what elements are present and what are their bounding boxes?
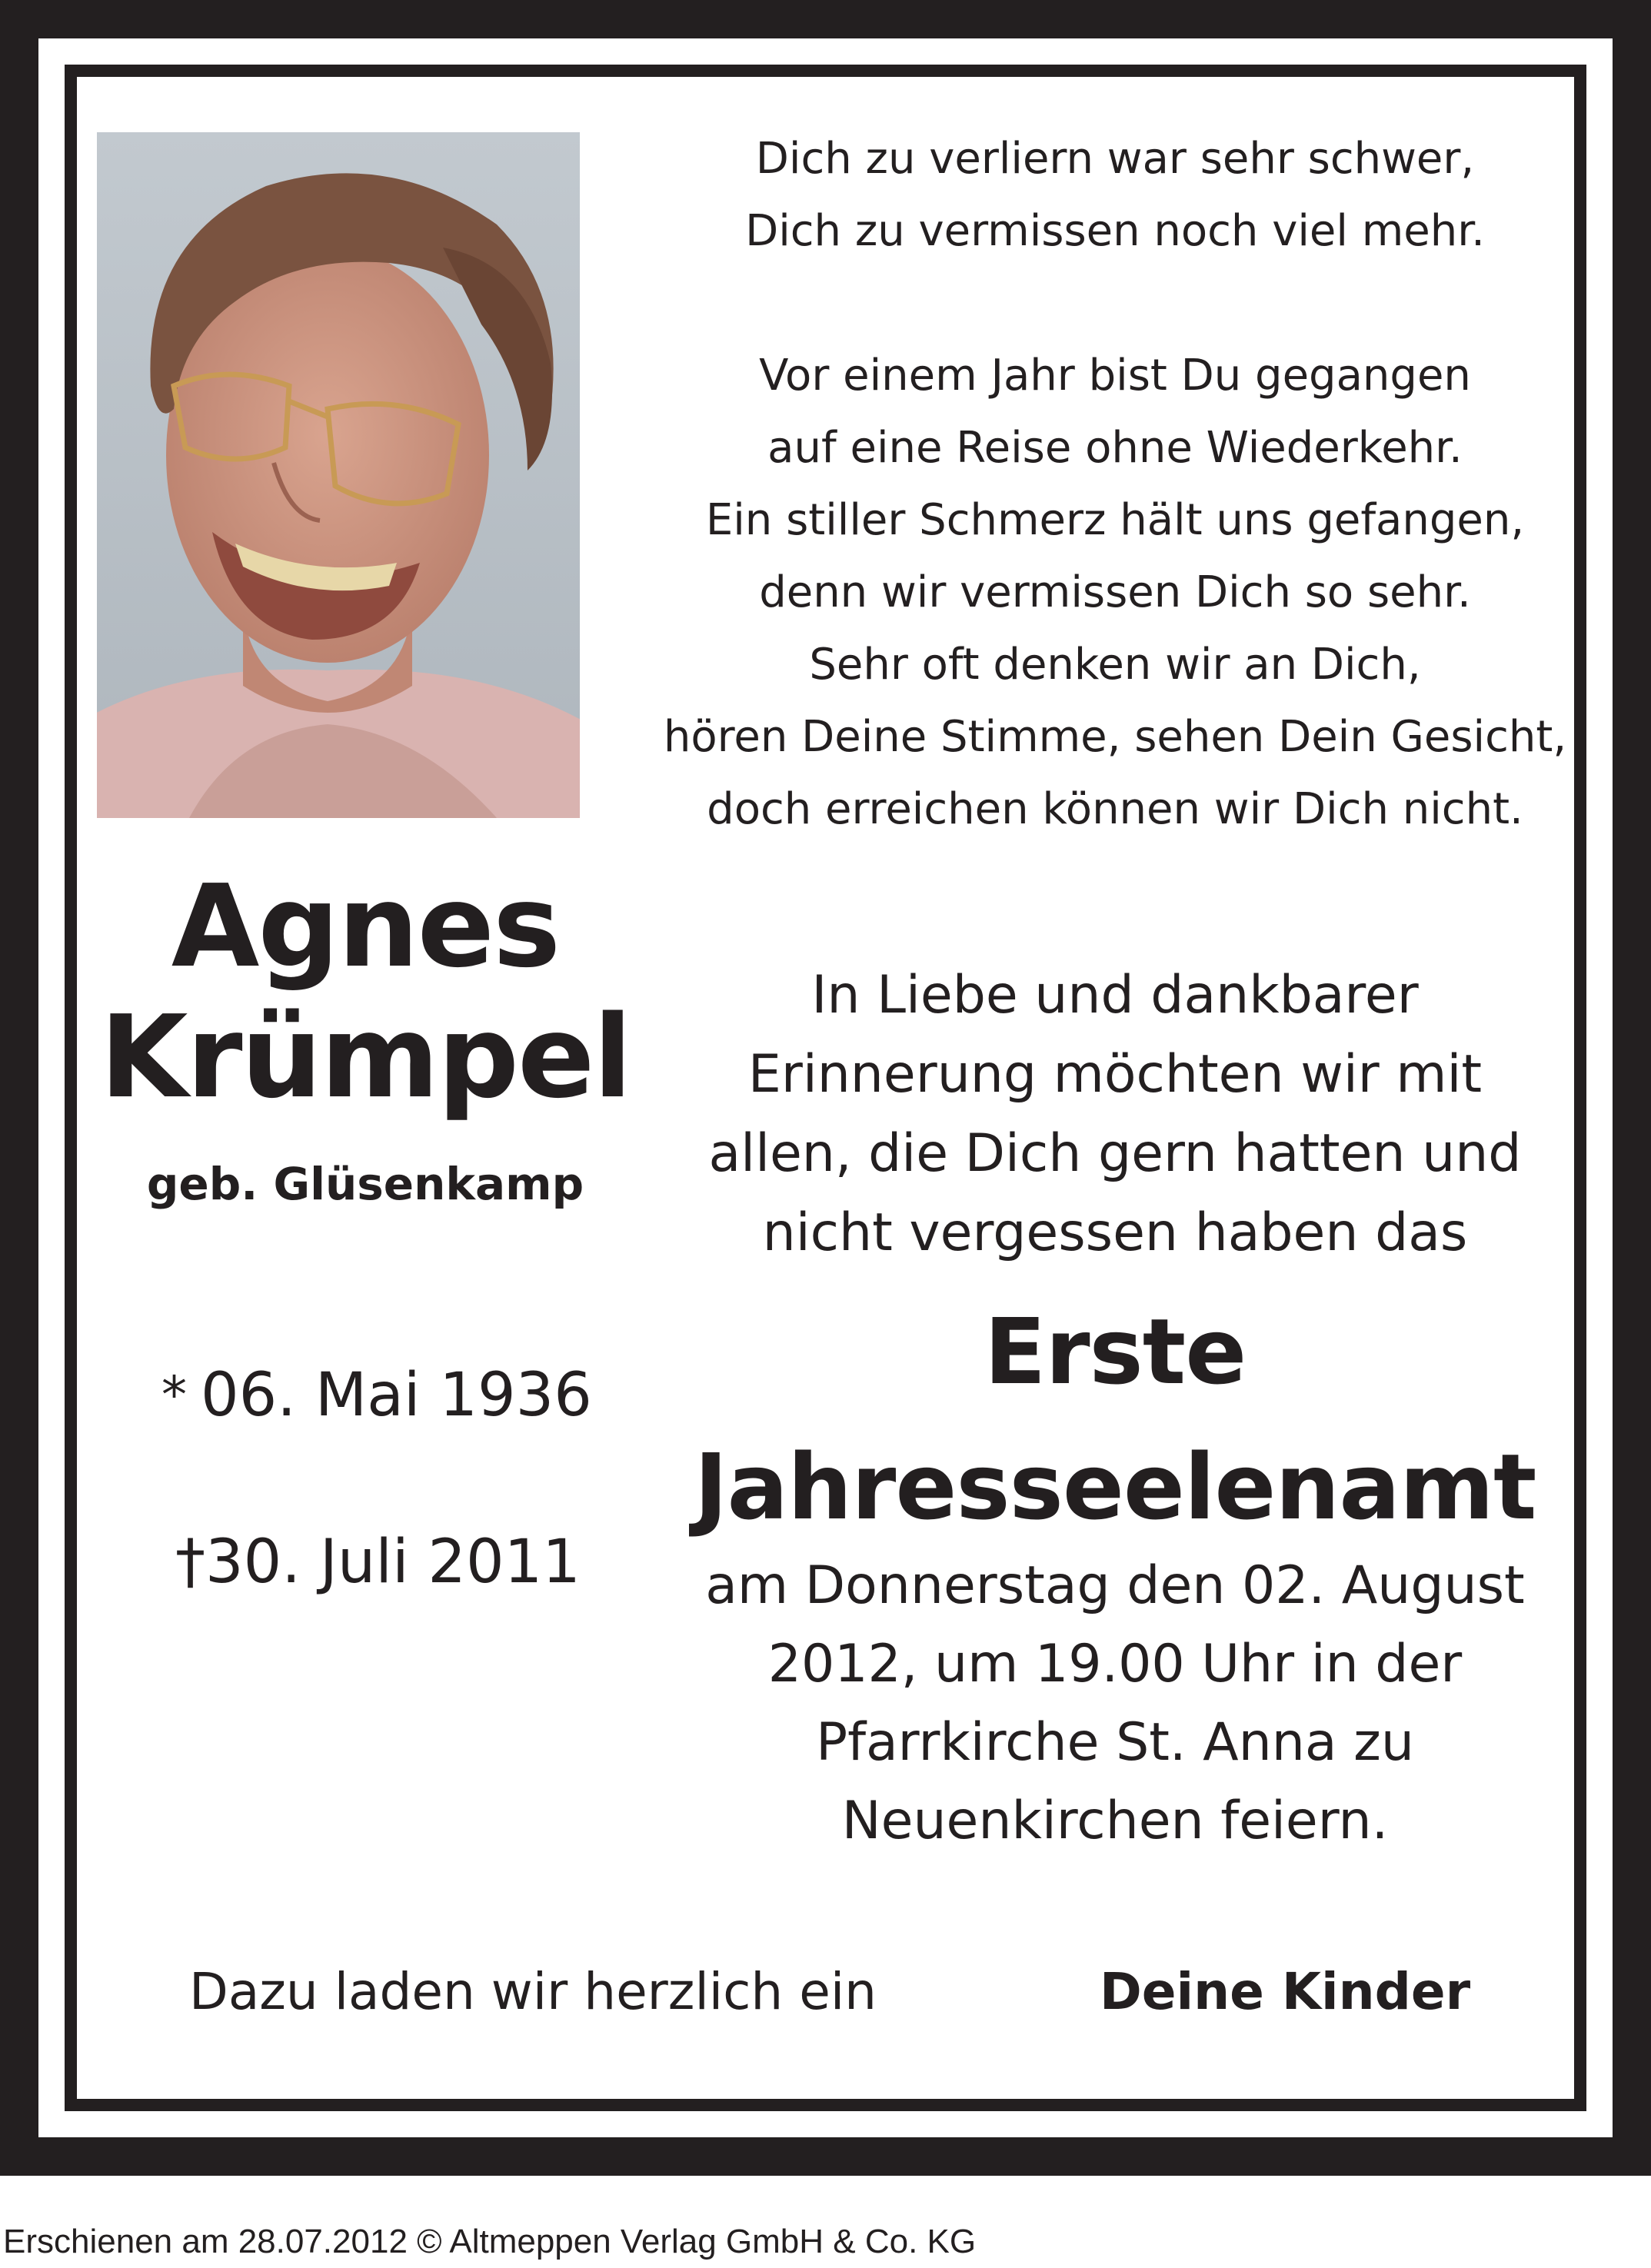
event-details xyxy=(654,1547,1576,1861)
event-title-line: Erste xyxy=(984,1299,1247,1405)
invitation-intro xyxy=(654,956,1576,1272)
poem-line: denn wir vermissen Dich so sehr. xyxy=(759,567,1471,617)
details-line: Pfarrkirche St. Anna zu xyxy=(816,1712,1414,1773)
details-line: am Donnerstag den 02. August xyxy=(705,1555,1525,1616)
intro-line: In Liebe und dankbarer xyxy=(811,965,1419,1026)
first-name: Agnes xyxy=(171,860,560,993)
deceased-name xyxy=(62,861,669,1122)
poem-line: Vor einem Jahr bist Du gegangen xyxy=(759,351,1471,401)
death-date: †30. Juli 2011 xyxy=(175,1528,581,1597)
intro-line: nicht vergessen haben das xyxy=(762,1202,1468,1263)
details-line: Neuenkirchen feiern. xyxy=(841,1791,1389,1851)
last-name: Krümpel xyxy=(99,991,631,1123)
birth-name: geb. Glüsenkamp xyxy=(146,1158,584,1210)
intro-line: allen, die Dich gern hatten und xyxy=(708,1123,1522,1184)
birth-star-icon: * xyxy=(161,1365,187,1425)
birth-date-line xyxy=(161,1357,592,1434)
portrait-photo xyxy=(97,132,580,818)
details-line: 2012, um 19.00 Uhr in der xyxy=(767,1634,1463,1694)
poem-line: doch erreichen können wir Dich nicht. xyxy=(707,784,1523,834)
poem-line: Ein stiller Schmerz hält uns gefangen, xyxy=(705,495,1525,545)
event-title-line: Jahresseelenamt xyxy=(694,1434,1536,1540)
poem-line: Dich zu verliern war sehr schwer, xyxy=(755,134,1475,184)
event-title xyxy=(654,1284,1576,1555)
poem-line: Dich zu vermissen noch viel mehr. xyxy=(745,206,1485,256)
closing-invitation: Dazu laden wir herzlich ein xyxy=(189,1962,877,2021)
poem-line: Sehr oft denken wir an Dich, xyxy=(809,640,1421,690)
publication-imprint: Erschienen am 28.07.2012 © Altmeppen Verlag GmbH & Co. KG xyxy=(3,2223,977,2260)
poem-line: hören Deine Stimme, sehen Dein Gesicht, xyxy=(663,712,1567,762)
poem-line: auf eine Reise ohne Wiederkehr. xyxy=(767,423,1463,473)
intro-line: Erinnerung möchten wir mit xyxy=(747,1044,1483,1105)
memorial-poem xyxy=(592,123,1638,846)
signature: Deine Kinder xyxy=(1100,1962,1471,2021)
stanza-gap xyxy=(592,268,1638,340)
birth-date: 06. Mai 1936 xyxy=(201,1361,592,1430)
